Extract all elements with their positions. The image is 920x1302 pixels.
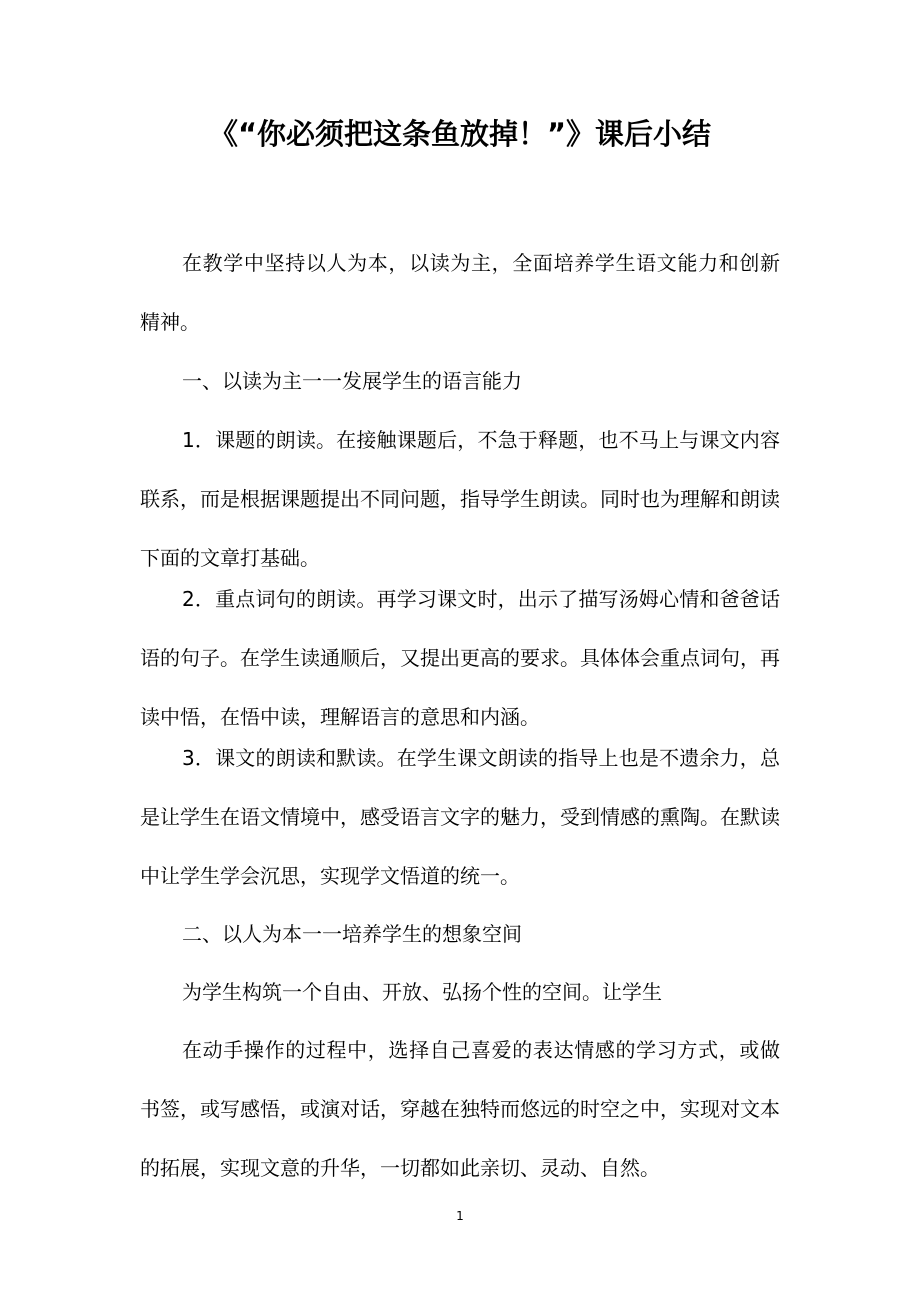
section-heading-reading: 一、以读为主一一发展学生的语言能力 — [182, 369, 522, 393]
paragraph-space: 为学生构筑一个自由、开放、弘扬个性的空间。让学生 — [182, 980, 662, 1004]
paragraph-activities: 在动手操作的过程中，选择自己喜爱的表达情感的学习方式，或做书签，或写感悟，或演对话，穿越在独特而悠远的时空之中，实现对文本的拓展，实现文意的升华，一切都如此亲切、灵动、自然。 — [140, 1038, 780, 1180]
section-heading-imagination: 二、以人为本一一培养学生的想象空间 — [182, 922, 522, 946]
paragraph-silent-reading: 3．课文的朗读和默读。在学生课文朗读的指导上也是不遗余力，总是让学生在语文情境中，感受语言文字的魅力，受到情感的熏陶。在默读中让学生学会沉思，实现学文悟道的统一。 — [140, 746, 780, 888]
page-number: 1 — [456, 1209, 464, 1223]
paragraph-key-sentences: 2．重点词句的朗读。再学习课文时，出示了描写汤姆心情和爸爸话语的句子。在学生读通顺后，又提出更高的要求。具体体会重点词句，再读中悟，在悟中读，理解语言的意思和内涵。 — [140, 587, 780, 729]
document-title: 《“你必须把这条鱼放掉！”》课后小结 — [208, 117, 712, 151]
paragraph-intro: 在教学中坚持以人为本，以读为主，全面培养学生语文能力和创新精神。 — [140, 251, 780, 334]
paragraph-title-reading: 1．课题的朗读。在接触课题后，不急于释题，也不马上与课文内容联系，而是根据课题提出不同问题，指导学生朗读。同时也为理解和朗读下面的文章打基础。 — [140, 428, 780, 570]
